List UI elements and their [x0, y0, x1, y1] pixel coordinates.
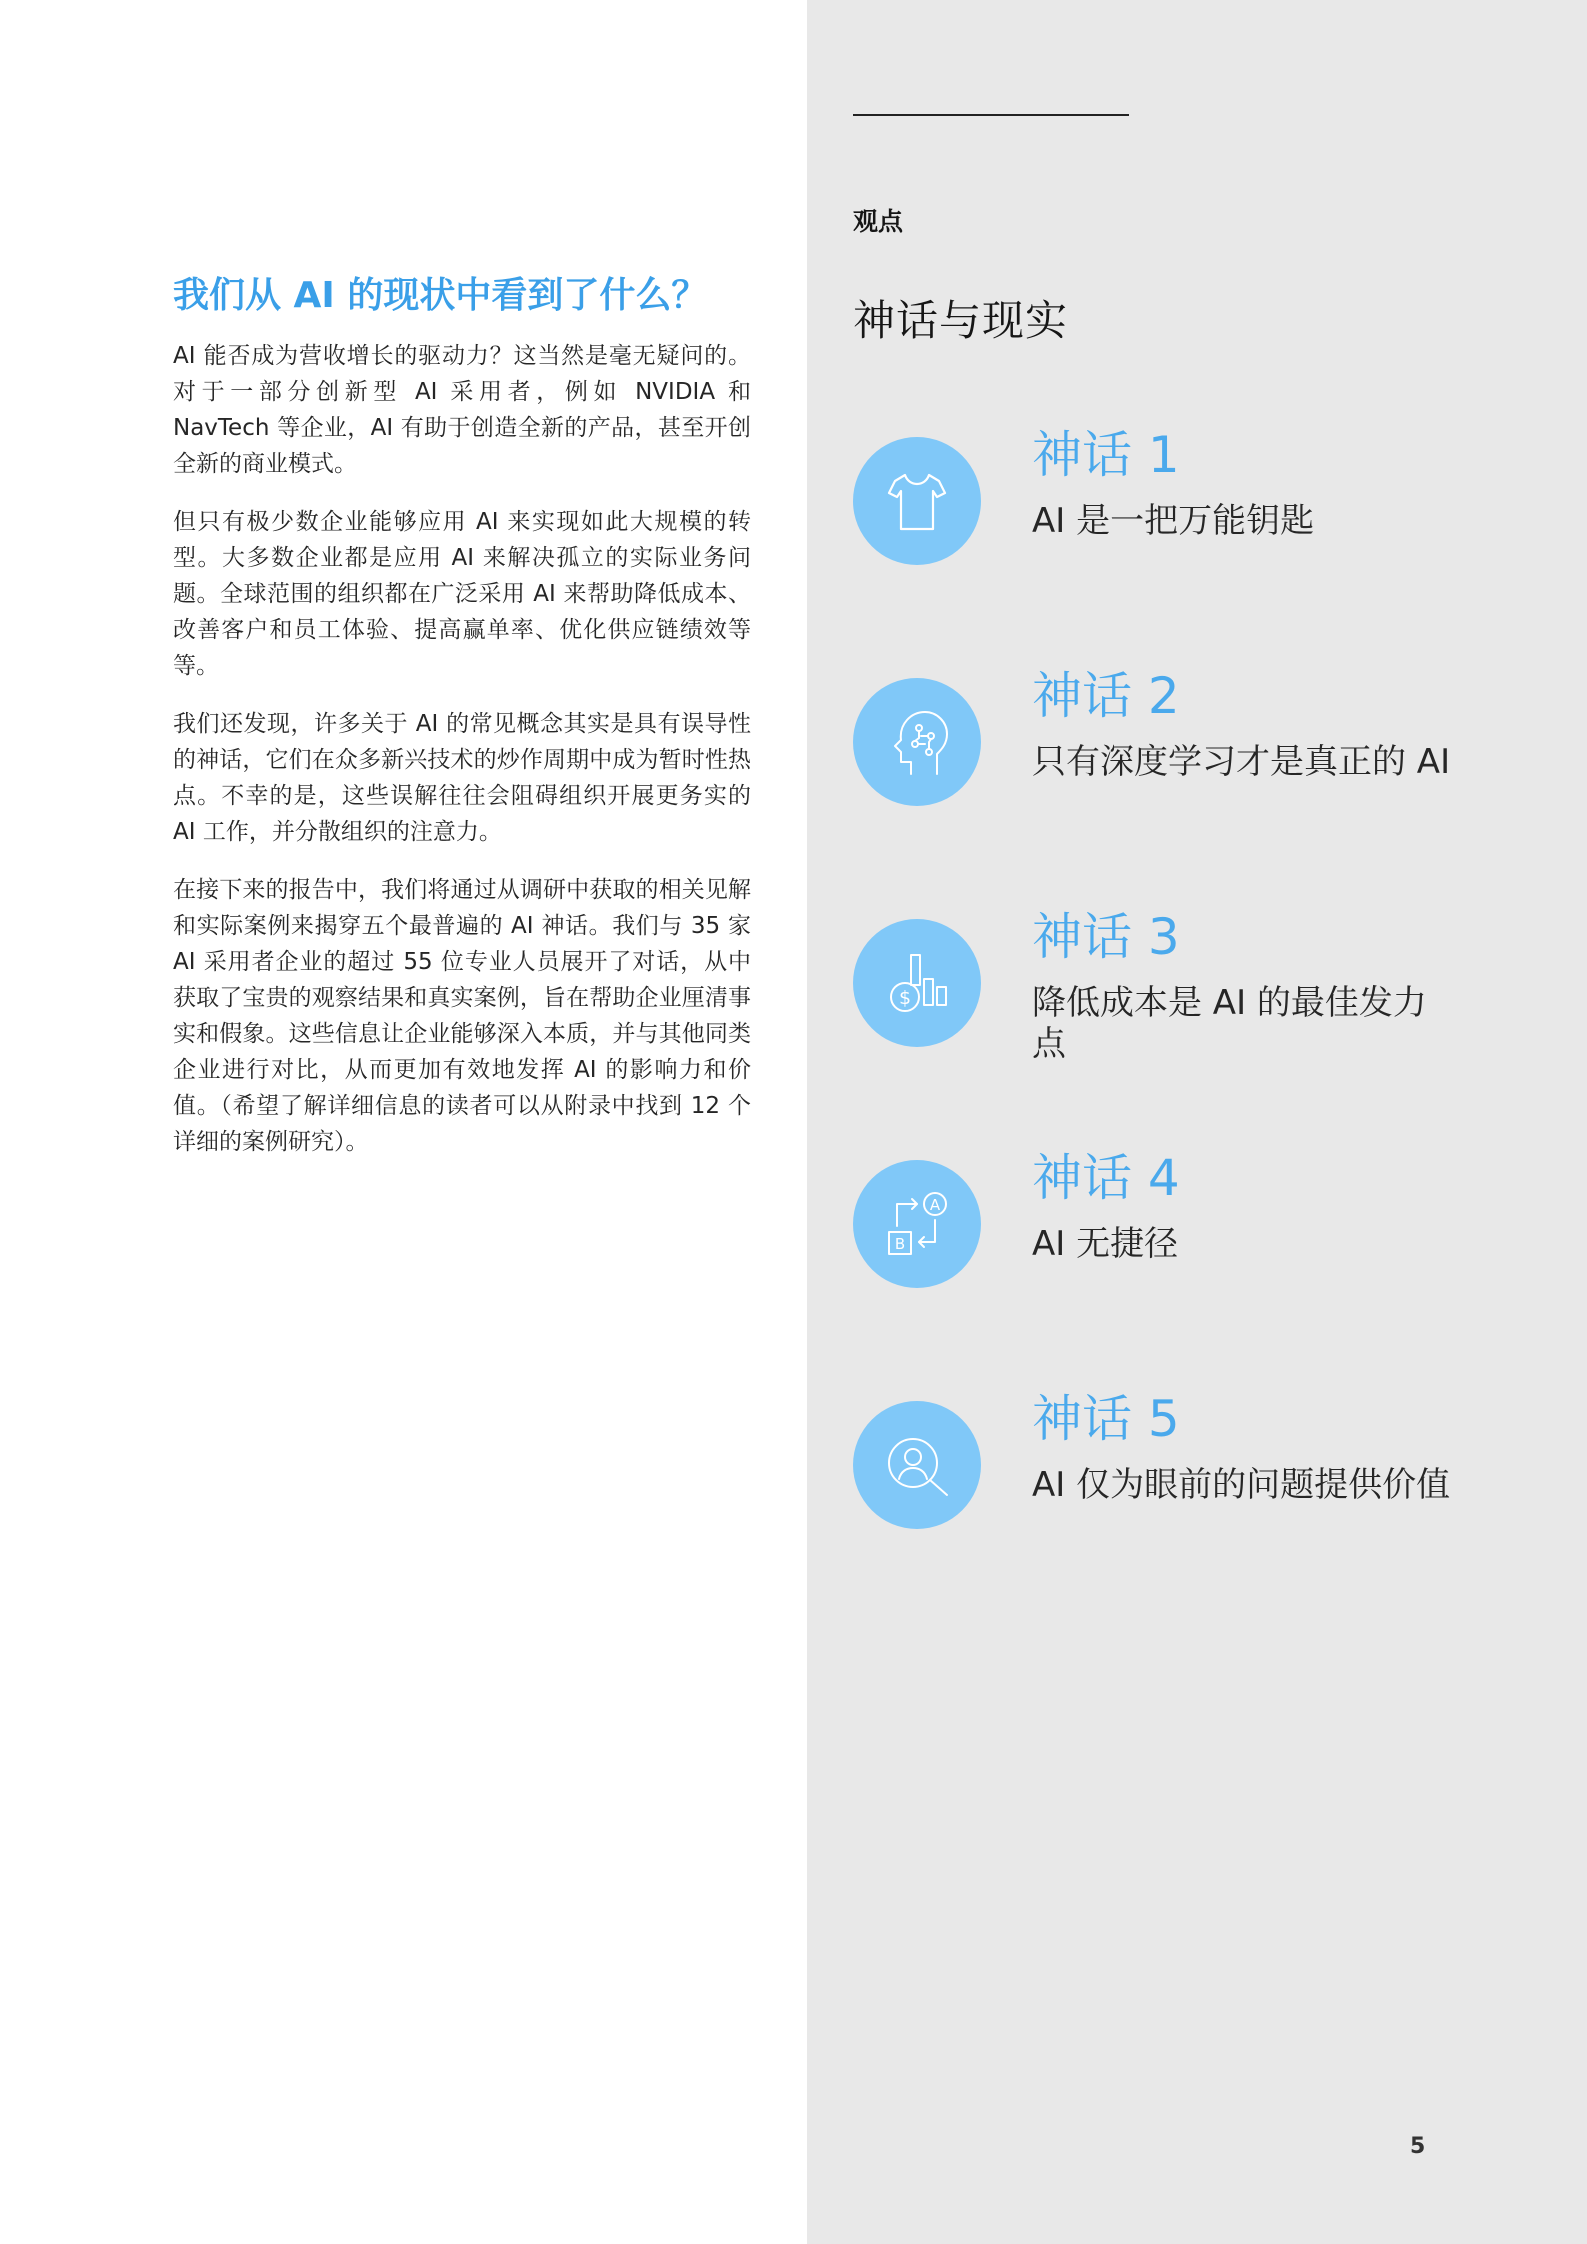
- article-paragraph-1: AI 能否成为营收增长的驱动力？这当然是毫无疑问的。对于一部分创新型 AI 采用者，例如 NVIDIA 和 NavTech 等企业，AI 有助于创造全新的产品，甚至开创全新的商业模式。: [173, 343, 751, 477]
- article-heading: 我们从 AI 的现状中看到了什么？: [173, 275, 708, 316]
- myth-icon-circle: [853, 678, 981, 806]
- user-search-icon: [875, 1423, 959, 1507]
- tshirt-icon: [875, 459, 959, 543]
- myth-description: 降低成本是 AI 的最佳发力点: [1032, 983, 1427, 1064]
- article-paragraph-3: 我们还发现，许多关于 AI 的常见概念其实是具有误导性的神话，它们在众多新兴技术的炒作周期中成为暂时性热点。不幸的是，这些误解往往会阻碍组织开展更务实的 AI 工作，并分散组织的注意力。: [173, 711, 751, 845]
- cost-chart-icon: [875, 941, 959, 1025]
- myth-title: 神话 5: [1032, 1390, 1180, 1448]
- panel-divider: [853, 114, 1129, 116]
- myth-title: 神话 4: [1032, 1149, 1180, 1207]
- myth-icon-circle: [853, 919, 981, 1047]
- myth-item-3: [853, 908, 1533, 1119]
- myth-description: AI 是一把万能钥匙: [1032, 501, 1315, 541]
- myth-description: 只有深度学习才是真正的 AI: [1032, 742, 1451, 782]
- myth-item-2: [853, 667, 1533, 878]
- a-to-b-icon: [875, 1182, 959, 1266]
- section-label: 观点: [853, 207, 904, 236]
- panel-title: 神话与现实: [853, 296, 1069, 345]
- myth-description: AI 仅为眼前的问题提供价值: [1032, 1465, 1451, 1505]
- article-paragraph-4: 在接下来的报告中，我们将通过从调研中获取的相关见解和实际案例来揭穿五个最普遍的 AI 神话。我们与 35 家 AI 采用者企业的超过 55 位专业人员展开了对话，从中获取了宝贵的观察结果和真实案例，旨在帮助企业厘清事实和假象。这些信息让企业能够深入本质，并与其他同类企业进行对比，从而更加有效地发挥 AI 的影响力和价值。（希望了解详细信息的读者可以从附录中找到 12 个详细的案例研究）。: [173, 877, 751, 1155]
- svg-text:B: B: [894, 1235, 906, 1253]
- myth-title: 神话 3: [1032, 908, 1180, 966]
- article-column: [173, 272, 751, 1182]
- svg-text:A: A: [929, 1196, 941, 1214]
- page-number: 5: [1410, 2134, 1426, 2159]
- myth-icon-circle: [853, 1160, 981, 1288]
- myth-icon-circle: [853, 1401, 981, 1529]
- myth-item-4: [853, 1149, 1533, 1360]
- myth-title: 神话 2: [1032, 667, 1180, 725]
- article-paragraph-2: 但只有极少数企业能够应用 AI 来实现如此大规模的转型。大多数企业都是应用 AI 来解决孤立的实际业务问题。全球范围的组织都在广泛采用 AI 来帮助降低成本、改善客户和员工体验、提高赢单率、优化供应链绩效等等。: [173, 509, 751, 679]
- myth-item-5: [853, 1390, 1533, 1601]
- brain-circuit-icon: [875, 700, 959, 784]
- myth-description: AI 无捷径: [1032, 1224, 1179, 1264]
- myth-item-1: [853, 426, 1533, 637]
- myth-icon-circle: [853, 437, 981, 565]
- svg-text:$: $: [898, 987, 912, 1009]
- myth-title: 神话 1: [1032, 426, 1180, 484]
